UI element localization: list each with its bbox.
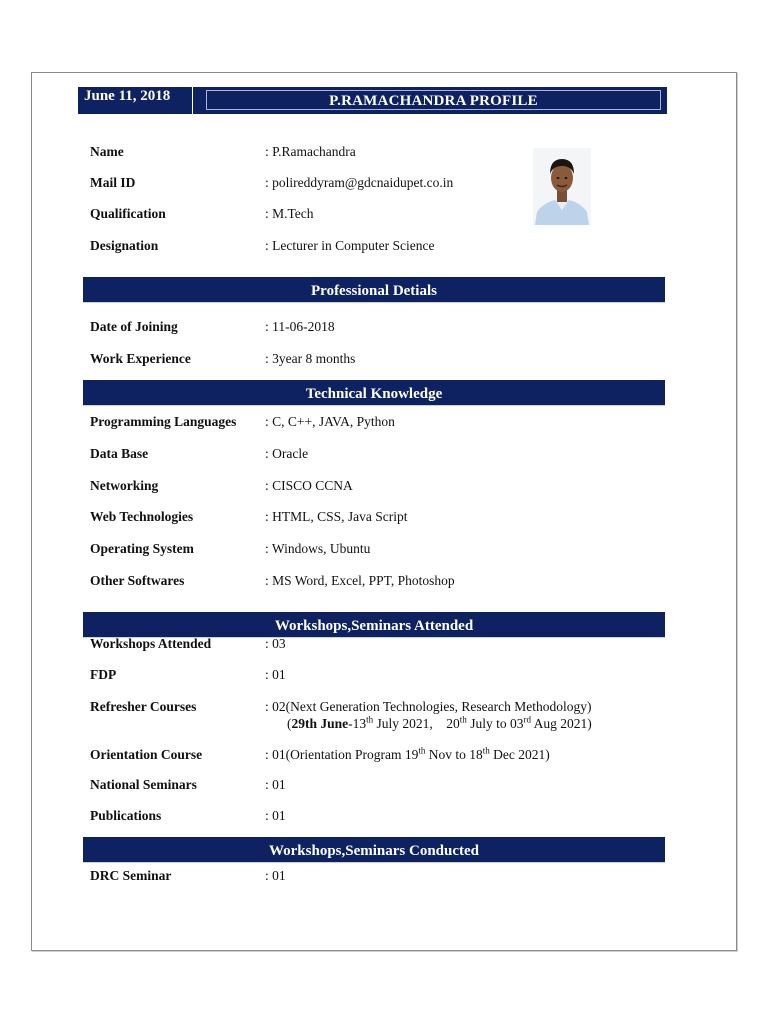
profile-photo [533, 148, 591, 225]
technical-row-database [90, 446, 670, 464]
field-value: : 03 [265, 636, 286, 651]
field-value: : Windows, Ubuntu [265, 541, 371, 556]
attended-row-fdp [90, 667, 670, 685]
field-value: : 11-06-2018 [265, 319, 335, 334]
field-value: : HTML, CSS, Java Script [265, 509, 408, 524]
field-label: Data Base [90, 446, 149, 461]
technical-row-software [90, 573, 670, 591]
professional-row-experience [90, 351, 670, 369]
field-label: Workshops Attended [90, 636, 212, 651]
field-label: Operating System [90, 541, 194, 556]
field-label: Orientation Course [90, 747, 203, 762]
field-value: : 01 [265, 667, 286, 682]
field-value: : M.Tech [265, 206, 314, 221]
field-label: DRC Seminar [90, 868, 172, 883]
technical-row-networking [90, 478, 670, 496]
field-label: Date of Joining [90, 319, 178, 334]
field-label: Networking [90, 478, 159, 493]
conducted-row-drc [90, 868, 670, 886]
field-label: Programming Languages [90, 414, 237, 429]
field-value: : 01 [265, 868, 286, 883]
field-label: FDP [90, 667, 117, 682]
attended-row-refresher [90, 699, 670, 735]
field-value: : 01 [265, 808, 286, 823]
section-header-professional: Professional Detials [83, 277, 665, 302]
field-value: : C, C++, JAVA, Python [265, 414, 395, 429]
field-label: Name [90, 144, 124, 159]
field-value: : 01 [265, 777, 286, 792]
attended-row-orientation [90, 747, 670, 765]
title-box [206, 90, 661, 110]
field-value: : 02(Next Generation Technologies, Research Methodology) [265, 699, 592, 714]
refresher-dates: (29th June-13th July 2021, 20th July to 03rd Aug 2021) [287, 714, 592, 731]
section-header-conducted: Workshops,Seminars Conducted [83, 837, 665, 862]
attended-row-national [90, 777, 670, 795]
attended-row-publications [90, 808, 670, 826]
field-label: Web Technologies [90, 509, 194, 524]
field-label: Refresher Courses [90, 699, 197, 714]
field-value: : 01(Orientation Program 19th Nov to 18th Dec 2021) [265, 745, 550, 762]
field-value: : Lecturer in Computer Science [265, 238, 435, 253]
field-value: : CISCO CCNA [265, 478, 353, 493]
document-date: June 11, 2018 [84, 88, 171, 104]
profile-row-designation [90, 238, 670, 256]
field-value: : P.Ramachandra [265, 144, 356, 159]
page-title: P.RAMACHANDRA PROFILE [329, 93, 538, 109]
field-label: Designation [90, 238, 159, 253]
date-box [78, 87, 193, 114]
section-header-technical: Technical Knowledge [83, 380, 665, 405]
technical-row-programming [90, 414, 670, 432]
attended-row-workshops [90, 636, 670, 654]
section-header-attended: Workshops,Seminars Attended [83, 612, 665, 637]
professional-row-joining [90, 319, 670, 337]
field-value: : Oracle [265, 446, 309, 461]
field-value: : MS Word, Excel, PPT, Photoshop [265, 573, 455, 588]
title-bar [78, 87, 667, 114]
field-value: : polireddyram@gdcnaidupet.co.in [265, 175, 454, 190]
field-label: Mail ID [90, 175, 136, 190]
technical-row-os [90, 541, 670, 559]
field-label: Other Softwares [90, 573, 185, 588]
field-label: Qualification [90, 206, 166, 221]
technical-row-web [90, 509, 670, 527]
field-value: : 3year 8 months [265, 351, 356, 366]
field-label: National Seminars [90, 777, 197, 792]
field-label: Publications [90, 808, 162, 823]
field-label: Work Experience [90, 351, 191, 366]
